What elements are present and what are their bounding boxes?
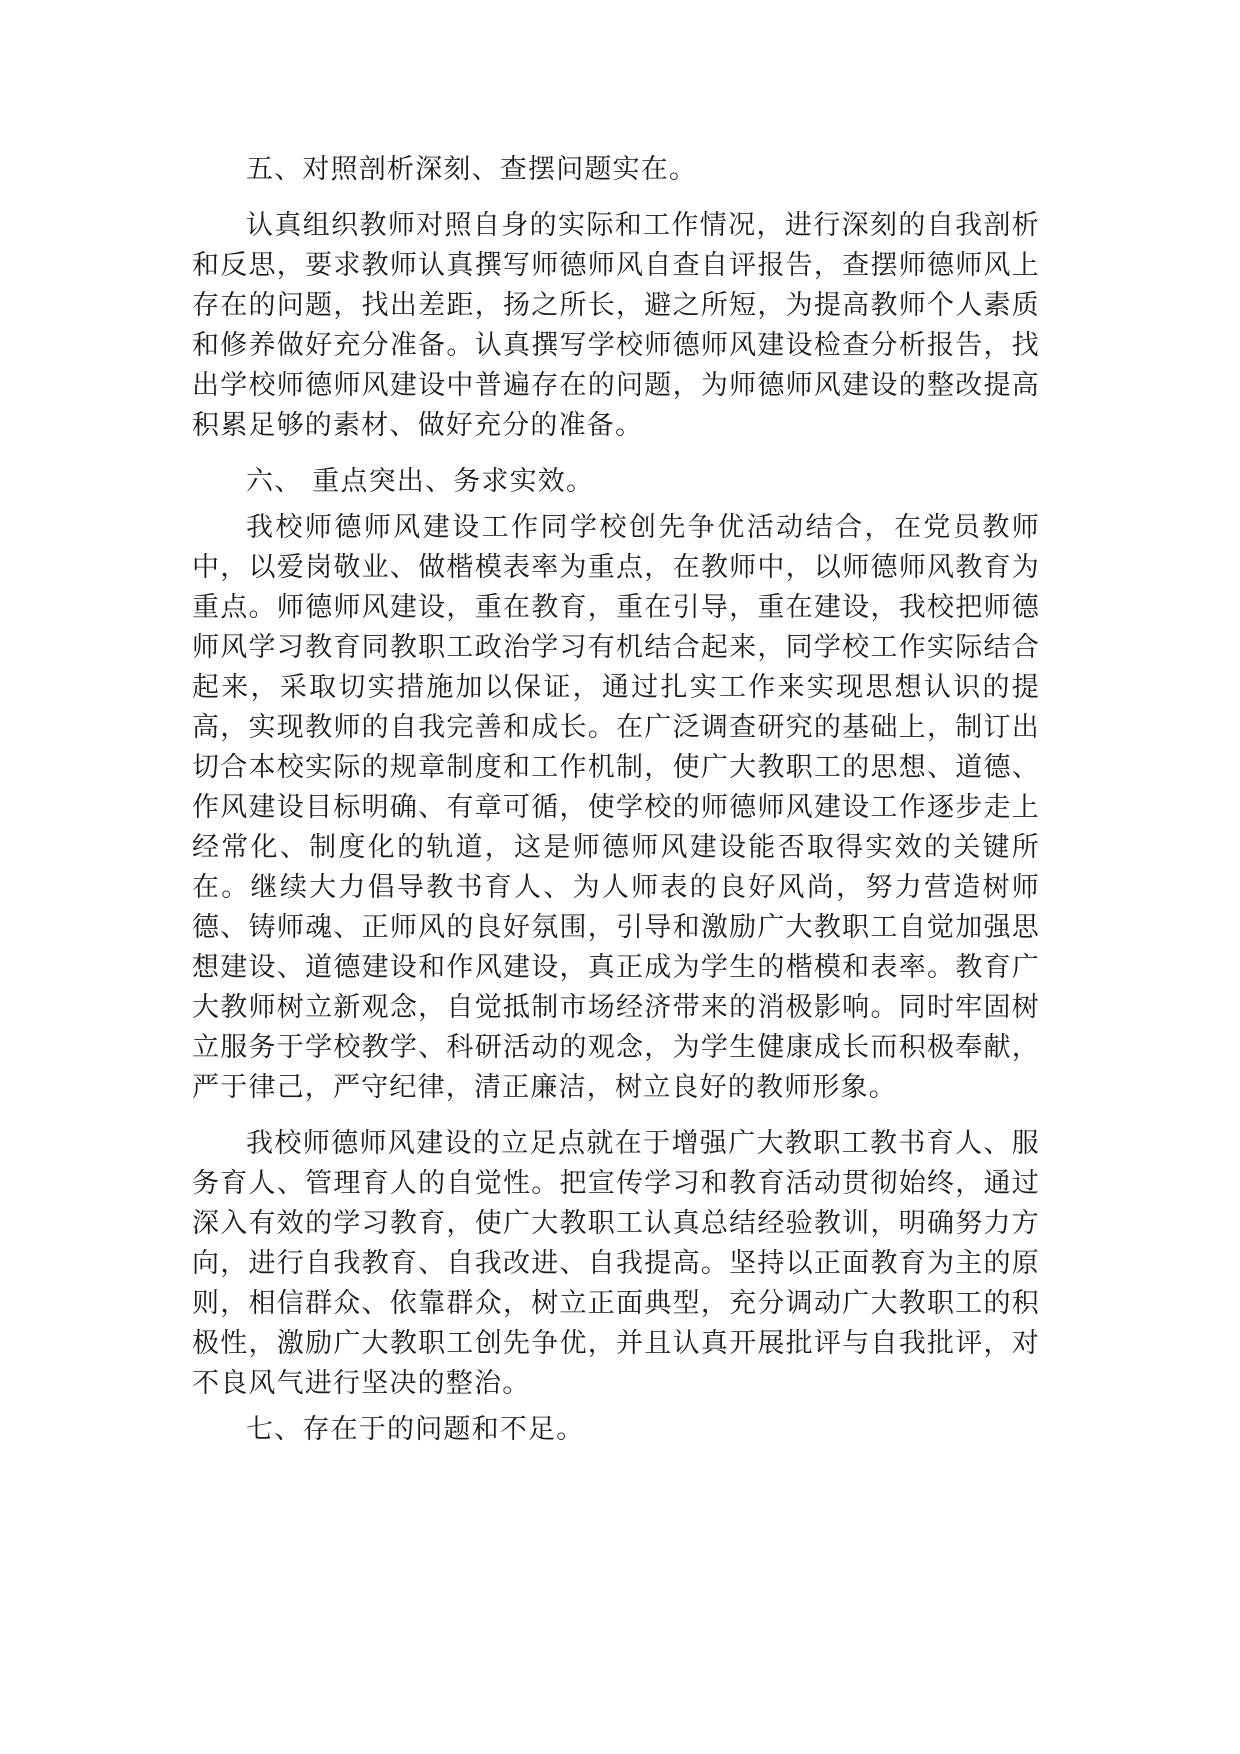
section-heading-7: 七、存在于的问题和不足。 [246,1414,585,1445]
section-heading-6: 六、 重点突出、务求实效。 [246,466,595,497]
paragraph-6-1: 我校师德师风建设工作同学校创先争优活动结合，在党员教师中，以爱岗敬业、做楷模表率为重点，在教师中，以师德师风教育为重点。师德师风建设，重在教育，重在引导，重在建设，我校把师德师风学习教育同教职工政治学习有机结合起来，同学校工作实际结合起来，采取切实措施加以保证，通过扎实工作来实现思想认识的提高，实现教师的自我完善和成长。在广泛调查研究的基础上，制订出切合本校实际的规章制度和工作机制，使广大教职工的思想、道德、作风建设目标明确、有章可循，使学校的师德师风建设工作逐步走上经常化、制度化的轨道，这是师德师风建设能否取得实效的关键所在。继续大力倡导教书育人、为人师表的良好风尚，努力营造树师德、铸师魂、正师风的良好氛围，引导和激励广大教职工自觉加强思想建设、道德建设和作风建设，真正成为学生的楷模和表率。教育广大教师树立新观念，自觉抵制市场经济带来的消极影响。同时牢固树立服务于学校教学、科研活动的观念，为学生健康成长而积极奉献，严于律己，严守纪律，清正廉洁，树立良好的教师形象。 [192,512,1040,1103]
paragraph-6-2: 我校师德师风建设的立足点就在于增强广大教职工教书育人、服务育人、管理育人的自觉性。把宣传学习和教育活动贯彻始终，通过深入有效的学习教育，使广大教职工认真总结经验教训，明确努力方向，进行自我教育、自我改进、自我提高。坚持以正面教育为主的原则，相信群众、依靠群众，树立正面典型，充分调动广大教职工的积极性，激励广大教职工创先争优，并且认真开展批评与自我批评，对不良风气进行坚决的整治。 [192,1128,1040,1399]
section-heading-5: 五、对照剖析深刻、查摆问题实在。 [246,154,698,185]
paragraph-5-1: 认真组织教师对照自身的实际和工作情况，进行深刻的自我剖析和反思，要求教师认真撰写师德师风自查自评报告，查摆师德师风上存在的问题，找出差距，扬之所长，避之所短，为提高教师个人素质和修养做好充分准备。认真撰写学校师德师风建设检查分析报告，找出学校师德师风建设中普遍存在的问题，为师德师风建设的整改提高积累足够的素材、做好充分的准备。 [192,210,1040,441]
document-body [192,150,1040,1462]
